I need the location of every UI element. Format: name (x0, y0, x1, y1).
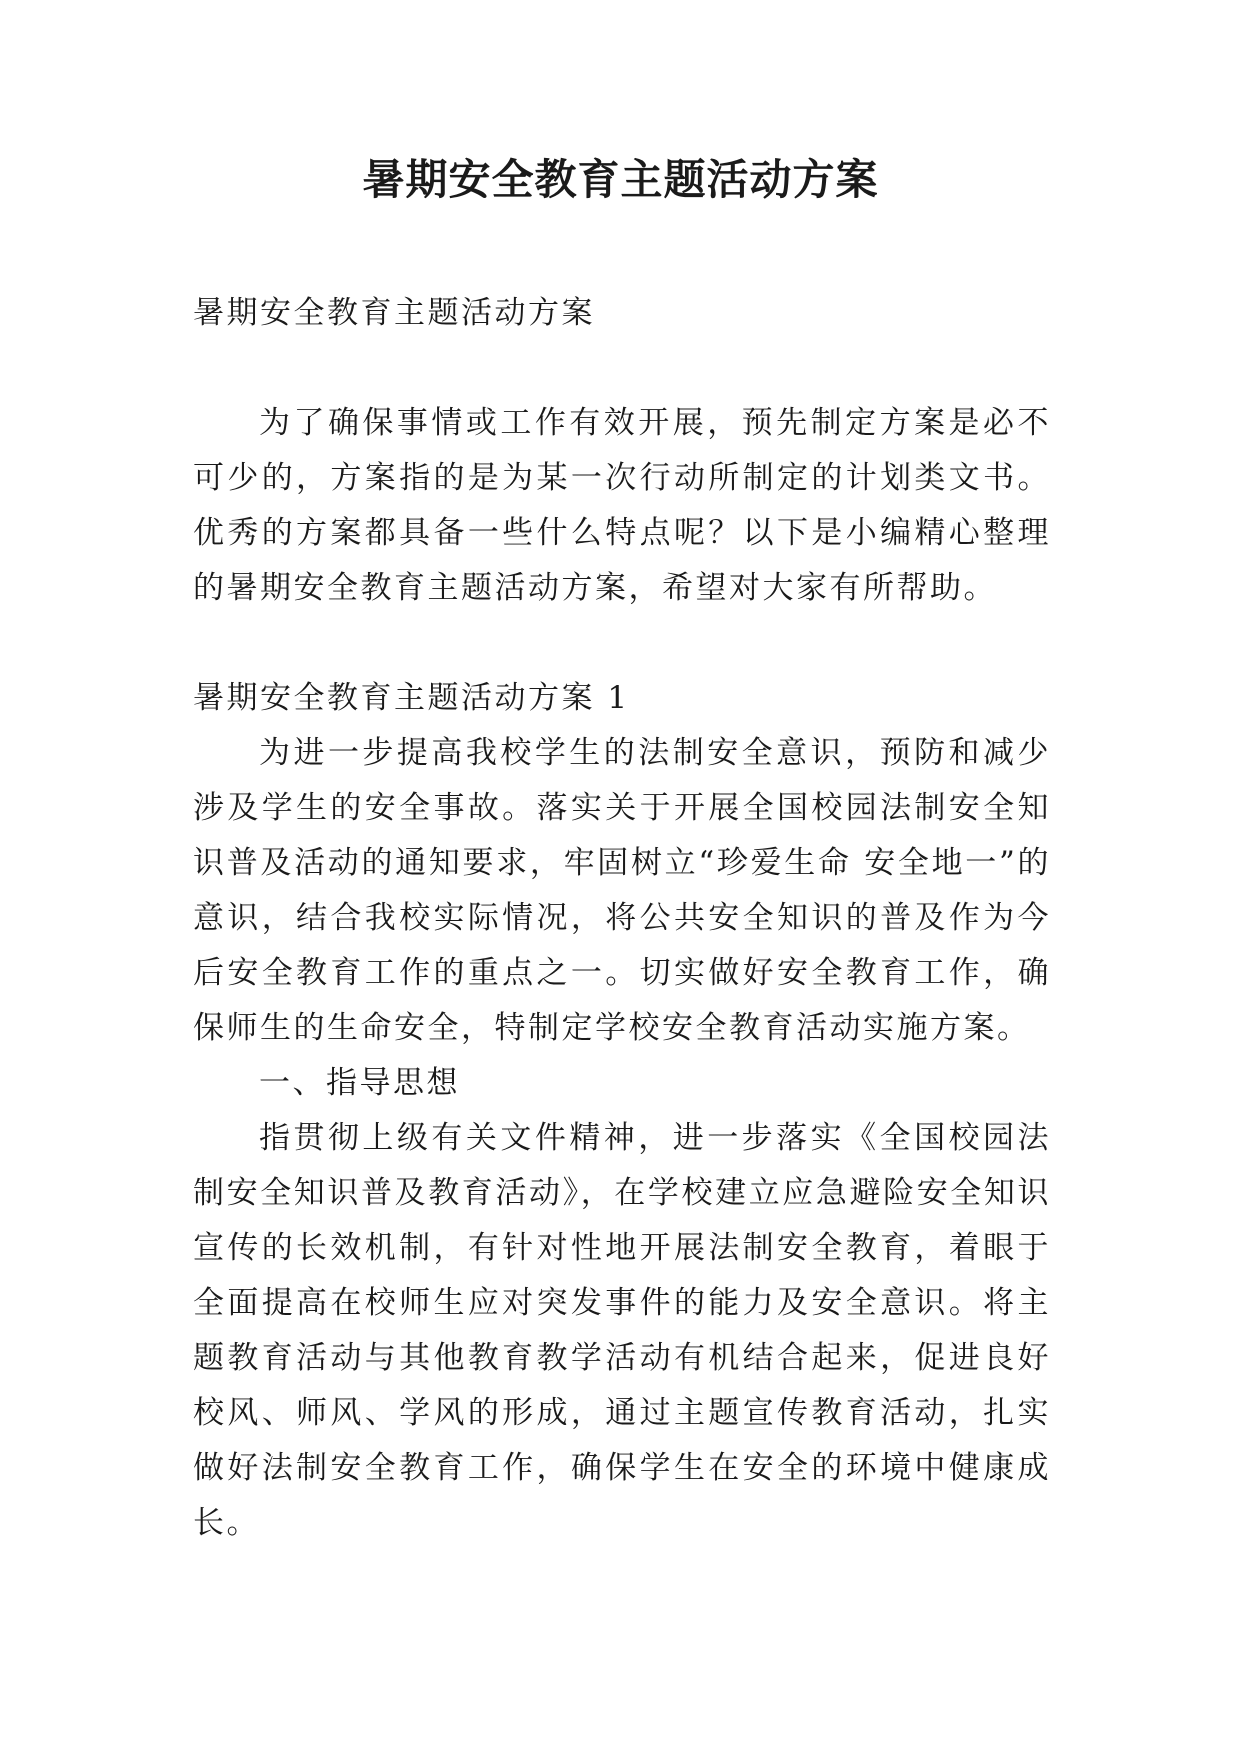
document-title: 暑期安全教育主题活动方案 (362, 155, 879, 204)
document-body (193, 286, 1051, 1551)
section-paragraph: 为进一步提高我校学生的法制安全意识，预防和减少涉及学生的安全事故。落实关于开展全国校园法制安全知识普及活动的通知要求，牢固树立“珍爱生命 安全地一”的意识，结合我校实际情况，将公共安全知识的普及作为今后安全教育工作的重点之一。切实做好安全教育工作，确保师生的生命安全，特制定学校安全教育活动实施方案。 (193, 735, 1051, 1046)
section-heading: 暑期安全教育主题活动方案 1 (193, 680, 630, 716)
document-subtitle: 暑期安全教育主题活动方案 (193, 295, 595, 331)
section-paragraph: 指贯彻上级有关文件精神，进一步落实《全国校园法制安全知识普及教育活动》，在学校建立应急避险安全知识宣传的长效机制，有针对性地开展法制安全教育，着眼于全面提高在校师生应对突发事件的能力及安全意识。将主题教育活动与其他教育教学活动有机结合起来，促进良好校风、师风、学风的形成，通过主题宣传教育活动，扎实做好法制安全教育工作，确保学生在安全的环境中健康成长。 (193, 1120, 1051, 1541)
intro-paragraph: 为了确保事情或工作有效开展，预先制定方案是必不可少的，方案指的是为某一次行动所制定的计划类文书。优秀的方案都具备一些什么特点呢？以下是小编精心整理的暑期安全教育主题活动方案，希望对大家有所帮助。 (193, 405, 1051, 606)
subsection-heading: 一、指导思想 (259, 1065, 460, 1101)
